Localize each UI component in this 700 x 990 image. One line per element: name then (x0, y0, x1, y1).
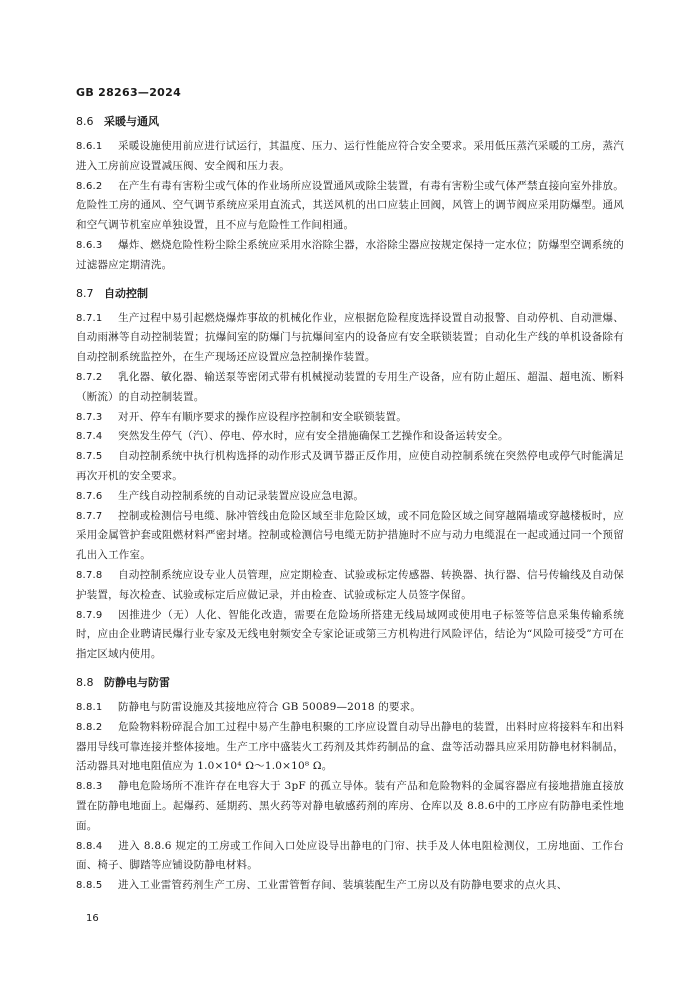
section-title: 防静电与防雷 (104, 675, 170, 689)
clause-number: 8.6.3 (76, 239, 103, 251)
clause-text: 对开、停车有顺序要求的操作应设程序控制和安全联锁装置。 (118, 410, 407, 423)
clause (76, 507, 624, 566)
clause-text: 静电危险场所不准许存在电容大于 3pF 的孤立导体。装有产品和危险物料的金属容器应有接地措施直接放置在防静电地面上。起爆药、延期药、黑火药等对静电敏感药剂的库房、仓库以及 8.8.6中的工序应有防静电柔性地面。 (76, 780, 624, 832)
clause (76, 606, 624, 665)
clause-number: 8.8.4 (76, 840, 103, 852)
clause-number: 8.7.6 (76, 490, 103, 502)
clause-text: 进入 8.8.6 规定的工房或工作间入口处应设导出静电的门帘、扶手及人体电阻检测仪，工房地面、工作台面、椅子、脚踏等应铺设防静电材料。 (76, 839, 624, 872)
page-number: 16 (86, 913, 99, 924)
section-number: 8.6 (76, 115, 94, 128)
clause-text: 进入工业雷管药剂生产工房、工业雷管暂存间、装填装配生产工房以及有防静电要求的点火具、 (118, 879, 568, 892)
section-number: 8.7 (76, 286, 94, 300)
section-heading (76, 284, 624, 304)
clause (76, 837, 624, 877)
clause-number: 8.8.2 (76, 721, 103, 733)
clause-text: 自动控制系统中执行机构选择的动作形式及调节器正反作用，应使自动控制系统在突然停电或停气时能满足再次开机的安全要求。 (76, 450, 624, 482)
clause (76, 408, 624, 428)
section-title: 采暖与通风 (104, 115, 159, 128)
clause-number: 8.7.7 (76, 510, 103, 522)
clause (76, 236, 624, 276)
section-title: 自动控制 (104, 286, 148, 300)
clause-text: 控制或检测信号电缆、脉冲管线由危险区域至非危险区域，或不同危险区域之间穿越隔墙或穿越楼板时，应采用金属管护套或阻燃材料严密封堵。控制或检测信号电缆无防护措施时不应与动力电缆混在一起或通过同一个预留孔出入工作室。 (76, 509, 624, 562)
clause-text: 采暖设施使用前应进行试运行，其温度、压力、运行性能应符合安全要求。采用低压蒸汽采暖的工房，蒸汽进入工房前应设置减压阀、安全阀和压力表。 (76, 140, 624, 172)
section-number: 8.8 (76, 675, 94, 689)
clause-text: 生产过程中易引起燃烧爆炸事故的机械化作业，应根据危险程度选择设置自动报警、自动停机、自动泄爆、自动雨淋等自动控制装置；抗爆间室的防爆门与抗爆间室内的设备应有安全联锁装置；自动化生产线的单机设备除有自动控制系统监控外，在生产现场还应设置应急控制操作装置。 (76, 311, 624, 364)
section-automatic-control (76, 284, 624, 665)
clause-number: 8.7.9 (76, 609, 103, 621)
clause (76, 368, 624, 408)
clause-number: 8.6.2 (76, 180, 103, 192)
clause-text: 防静电与防雷设施及其接地应符合 GB 50089—2018 的要求。 (118, 700, 422, 713)
clause (76, 698, 624, 718)
clause-text: 爆炸、燃烧危险性粉尘除尘系统应采用水浴除尘器，水浴除尘器应按规定保持一定水位；防爆型空调系统的过滤器应定期清洗。 (76, 238, 624, 271)
section-heading (76, 673, 624, 693)
clause-number: 8.7.4 (76, 431, 103, 443)
clause-text: 自动控制系统应设专业人员管理，应定期检查、试验或标定传感器、转换器、执行器、信号传输线及自动保护装置，每次检查、试验或标定后应做记录，并由检查、试验或标定人员签字保留。 (76, 568, 624, 601)
clause-number: 8.8.1 (76, 701, 103, 713)
clause (76, 566, 624, 606)
clause (76, 427, 624, 447)
section-heating-ventilation (76, 112, 624, 276)
clause-text: 在产生有毒有害粉尘或气体的作业场所应设置通风或除尘装置，有毒有害粉尘或气体严禁直接向室外排放。危险性工房的通风、空气调节系统应采用直流式，其送风机的出口应装止回阀，风管上的调节阀应采用防爆型。通风和空气调节机室应单独设置，且不应与危险性工作间相通。 (76, 179, 624, 232)
clause-text: 危险物料粉碎混合加工过程中易产生静电积聚的工序应设置自动导出静电的装置，出料时应将接料车和出料器用导线可靠连接并整体接地。生产工序中盛装火工药剂及其炸药制品的盒、盘等活动器具应采用防静电材料制品，活动器具对地电阻值应为 1.0×10⁴ Ω～1.0×10⁸ Ω。 (76, 720, 624, 773)
clause (76, 309, 624, 368)
clause (76, 777, 624, 836)
section-antistatic-lightning (76, 673, 624, 896)
clause-number: 8.7.2 (76, 371, 103, 383)
section-heading (76, 112, 624, 132)
clause (76, 177, 624, 236)
clause (76, 487, 624, 507)
document-body (76, 112, 624, 904)
clause-text: 因推进少（无）人化、智能化改造，需要在危险场所搭建无线局域网或使用电子标签等信息采集传输系统时，应由企业聘请民爆行业专家及无线电射频安全专家论证或第三方机构进行风险评估，结论为“风险可接受”方可在指定区域内使用。 (76, 608, 624, 661)
clause (76, 447, 624, 487)
clause (76, 137, 624, 177)
clause-number: 8.6.1 (76, 141, 103, 152)
clause-number: 8.7.5 (76, 451, 103, 463)
clause-number: 8.8.5 (76, 880, 103, 892)
clause (76, 876, 624, 896)
clause-number: 8.8.3 (76, 781, 103, 793)
clause-text: 生产线自动控制系统的自动记录装置应设应急电源。 (118, 489, 365, 502)
clause-number: 8.7.1 (76, 312, 103, 324)
clause-number: 8.7.8 (76, 569, 103, 581)
clause-number: 8.7.3 (76, 411, 103, 423)
clause-text: 突然发生停气（汽）、停电、停水时，应有安全措施确保工艺操作和设备运转安全。 (118, 430, 509, 443)
clause-text: 乳化器、敏化器、输送泵等密闭式带有机械搅动装置的专用生产设备，应有防止超压、超温、超电流、断料（断流）的自动控制装置。 (76, 370, 624, 403)
clause (76, 718, 624, 777)
standard-code: GB 28263—2024 (76, 86, 182, 99)
